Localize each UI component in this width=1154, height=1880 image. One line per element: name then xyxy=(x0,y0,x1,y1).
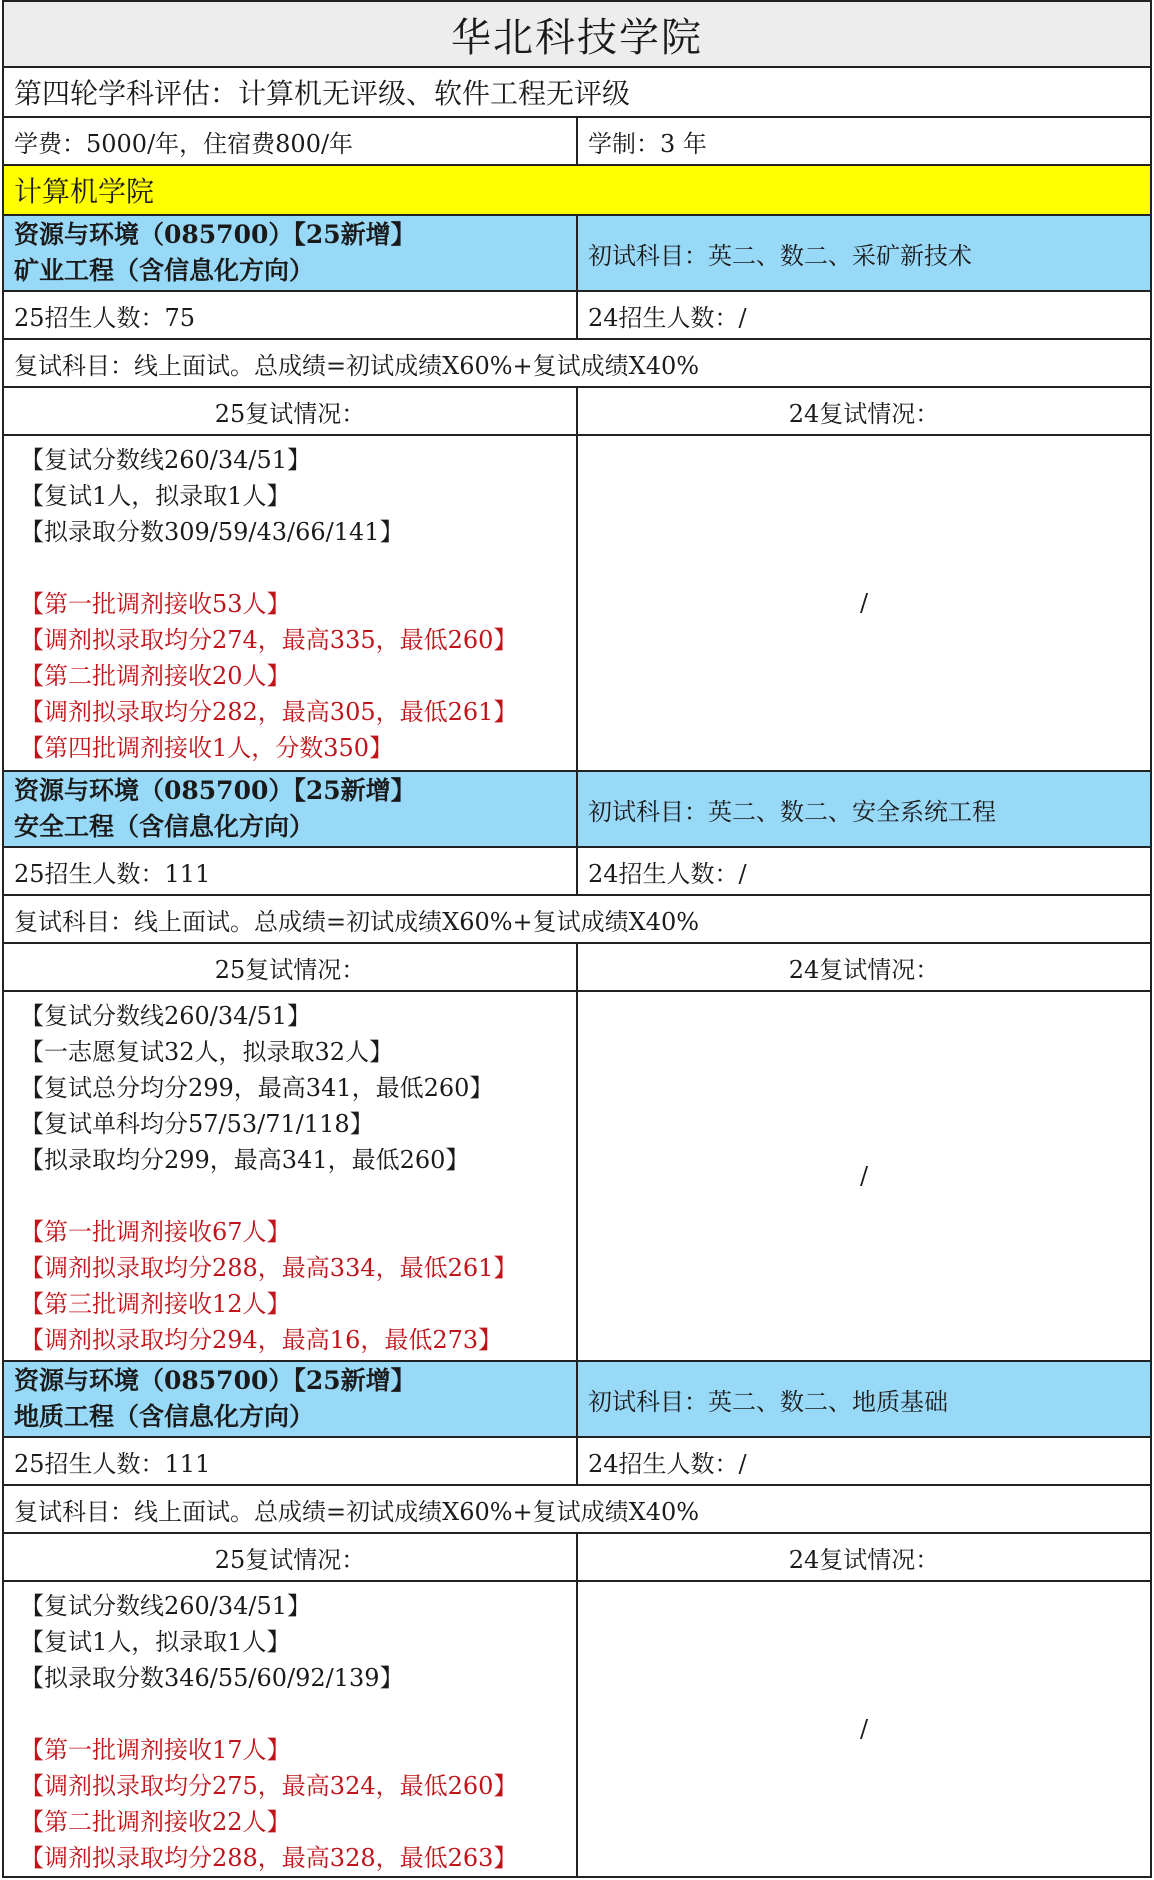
retest-line: 【拟录取均分299，最高341，最低260】 xyxy=(20,1146,470,1174)
program-header-row xyxy=(2,216,1152,292)
program-exam-subjects: 初试科目：英二、数二、安全系统工程 xyxy=(588,797,996,826)
program-field: 资源与环境（085700）【25新增】 xyxy=(14,776,416,805)
school-title-cell xyxy=(4,0,1150,66)
retest-subject: 复试科目：线上面试。总成绩=初试成绩X60%+复试成绩X40% xyxy=(14,351,700,380)
adjust-line: 【第二批调剂接收22人】 xyxy=(20,1808,291,1836)
retest-detail-row xyxy=(2,1582,1152,1878)
enroll-24: 24招生人数：/ xyxy=(588,1449,747,1478)
retest-line: 【拟录取分数309/59/43/66/141】 xyxy=(20,518,404,546)
retest-line: 【复试单科均分57/53/71/118】 xyxy=(20,1110,374,1138)
retest-line: 【复试1人，拟录取1人】 xyxy=(20,1628,291,1656)
adjust-line: 【第一批调剂接收67人】 xyxy=(20,1218,291,1246)
adjust-line: 【调剂拟录取均分288，最高328，最低263】 xyxy=(20,1844,518,1872)
retest-line: 【复试分数线260/34/51】 xyxy=(20,1592,312,1620)
retest-25-header: 25复试情况： xyxy=(4,1534,578,1580)
retest-header-row xyxy=(2,388,1152,436)
retest-24-header: 24复试情况： xyxy=(788,1545,940,1574)
program-direction: 安全工程（含信息化方向） xyxy=(14,812,315,841)
school-name: 华北科技学院 xyxy=(451,14,703,61)
retest-24-header: 24复试情况： xyxy=(788,955,940,984)
program-header-row xyxy=(2,1362,1152,1438)
adjust-line: 【调剂拟录取均分282，最高305，最低261】 xyxy=(20,698,518,726)
retest-line: 【复试分数线260/34/51】 xyxy=(20,446,312,474)
retest-subject-row xyxy=(2,1486,1152,1534)
retest-subject-row xyxy=(2,896,1152,944)
title-row xyxy=(2,0,1152,68)
enrollment-row xyxy=(2,292,1152,340)
enroll-25: 25招生人数：75 xyxy=(4,292,578,338)
adjust-line: 【第四批调剂接收1人，分数350】 xyxy=(20,734,394,762)
retest-24-detail: / xyxy=(859,589,869,617)
program-header-row xyxy=(2,772,1152,848)
program-major-cell xyxy=(4,216,578,290)
program-major-cell xyxy=(4,772,578,846)
retest-subject: 复试科目：线上面试。总成绩=初试成绩X60%+复试成绩X40% xyxy=(14,1497,700,1526)
adjust-line: 【第二批调剂接收20人】 xyxy=(20,662,291,690)
retest-24-detail: / xyxy=(859,1162,869,1190)
enrollment-row xyxy=(2,848,1152,896)
adjust-line: 【调剂拟录取均分294，最高16，最低273】 xyxy=(20,1326,503,1354)
evaluation-row xyxy=(2,68,1152,118)
college-row xyxy=(2,166,1152,216)
retest-subject-row xyxy=(2,340,1152,388)
adjust-line: 【第三批调剂接收12人】 xyxy=(20,1290,291,1318)
fee-row xyxy=(2,118,1152,166)
retest-25-header: 25复试情况： xyxy=(4,944,578,990)
adjust-line: 【第一批调剂接收53人】 xyxy=(20,590,291,618)
retest-line: 【一志愿复试32人，拟录取32人】 xyxy=(20,1038,394,1066)
retest-25-detail xyxy=(4,992,578,1360)
adjust-line: 【调剂拟录取均分274，最高335，最低260】 xyxy=(20,626,518,654)
evaluation-text: 第四轮学科评估：计算机无评级、软件工程无评级 xyxy=(14,77,631,110)
enroll-24: 24招生人数：/ xyxy=(588,303,747,332)
retest-25-header: 25复试情况： xyxy=(4,388,578,434)
program-exam-subjects: 初试科目：英二、数二、地质基础 xyxy=(588,1387,948,1416)
retest-header-row xyxy=(2,1534,1152,1582)
duration-text: 学制：3 年 xyxy=(588,129,707,158)
retest-line: 【复试总分均分299，最高341，最低260】 xyxy=(20,1074,494,1102)
adjust-line: 【调剂拟录取均分275，最高324，最低260】 xyxy=(20,1772,518,1800)
program-field: 资源与环境（085700）【25新增】 xyxy=(14,1366,416,1395)
college-name: 计算机学院 xyxy=(14,175,155,208)
retest-25-detail xyxy=(4,1582,578,1876)
retest-detail-row xyxy=(2,992,1152,1362)
retest-24-detail: / xyxy=(859,1715,869,1743)
retest-subject: 复试科目：线上面试。总成绩=初试成绩X60%+复试成绩X40% xyxy=(14,907,700,936)
enroll-25: 25招生人数：111 xyxy=(4,848,578,894)
retest-25-detail xyxy=(4,436,578,770)
retest-24-header: 24复试情况： xyxy=(788,399,940,428)
adjust-line: 【调剂拟录取均分288，最高334，最低261】 xyxy=(20,1254,518,1282)
adjust-line: 【第一批调剂接收17人】 xyxy=(20,1736,291,1764)
enroll-24: 24招生人数：/ xyxy=(588,859,747,888)
retest-line: 【拟录取分数346/55/60/92/139】 xyxy=(20,1664,404,1692)
retest-detail-row xyxy=(2,436,1152,772)
program-exam-subjects: 初试科目：英二、数二、采矿新技术 xyxy=(588,241,972,270)
program-field: 资源与环境（085700）【25新增】 xyxy=(14,220,416,249)
program-major-cell xyxy=(4,1362,578,1436)
tuition-text: 学费：5000/年，住宿费800/年 xyxy=(4,118,578,164)
program-direction: 矿业工程（含信息化方向） xyxy=(14,256,315,285)
retest-header-row xyxy=(2,944,1152,992)
program-direction: 地质工程（含信息化方向） xyxy=(14,1402,315,1431)
retest-line: 【复试分数线260/34/51】 xyxy=(20,1002,312,1030)
enroll-25: 25招生人数：111 xyxy=(4,1438,578,1484)
retest-line: 【复试1人，拟录取1人】 xyxy=(20,482,291,510)
enrollment-row xyxy=(2,1438,1152,1486)
